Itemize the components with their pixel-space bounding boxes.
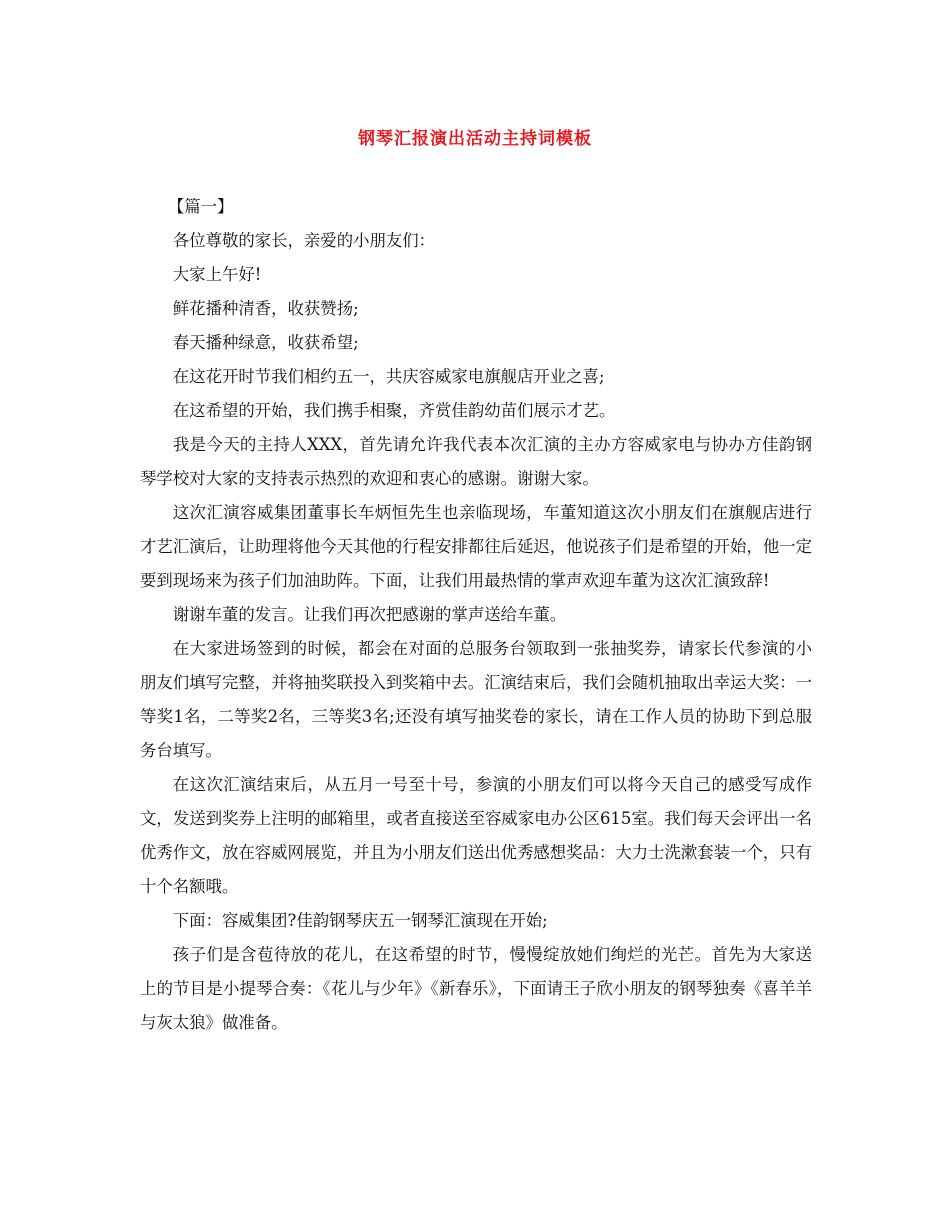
paragraph: 春天播种绿意，收获希望;: [172, 333, 359, 352]
paragraph: 我是今天的主持人XXX，首先请允许我代表本次汇演的主办方容威家电与协办方佳韵钢琴学校对大家的支持表示热烈的欢迎和衷心的感谢。谢谢大家。: [140, 435, 812, 488]
paragraph: 在大家进场签到的时候，都会在对面的总服务台领取到一张抽奖券，请家长代参演的小朋友们填写完整，并将抽奖联投入到奖箱中去。汇演结束后，我们会随机抽取出幸运大奖：一等奖1名，二等奖2名，三等奖3名;还没有填写抽奖卷的家长，请在工作人员的协助下到总服务台填写。: [140, 639, 813, 760]
paragraph: 这次汇演容威集团董事长车炳恒先生也亲临现场，车董知道这次小朋友们在旗舰店进行才艺汇演后，让助理将他今天其他的行程安排都往后延迟，他说孩子们是希望的开始，他一定要到现场来为孩子们加油助阵。下面，让我们用最热情的掌声欢迎车董为这次汇演致辞!: [140, 503, 813, 590]
paragraph: 在这希望的开始，我们携手相聚，齐赏佳韵幼苗们展示才艺。: [172, 401, 616, 420]
paragraph: 在这花开时节我们相约五一，共庆容威家电旗舰店开业之喜;: [172, 367, 605, 386]
paragraph: 在这次汇演结束后，从五月一号至十号，参演的小朋友们可以将今天自己的感受写成作文，发送到奖券上注明的邮箱里，或者直接送至容威家电办公区615室。我们每天会评出一名优秀作文，放在容威网展览，并且为小朋友们送出优秀感想奖品：大力士洗漱套装一个，只有十个名额哦。: [140, 775, 813, 896]
paragraph: 下面：容威集团?佳韵钢琴庆五一钢琴汇演现在开始;: [172, 911, 548, 930]
document-body: [140, 190, 812, 1040]
paragraph: 大家上午好!: [172, 265, 262, 284]
section-label: 【篇一】: [167, 197, 234, 216]
paragraph: 鲜花播种清香，收获赞扬;: [172, 299, 359, 318]
document-title: 钢琴汇报演出活动主持词模板: [358, 129, 592, 149]
paragraph: 孩子们是含苞待放的花儿，在这希望的时节，慢慢绽放她们绚烂的光芒。首先为大家送上的节目是小提琴合奏：《花儿与少年》《新春乐》，下面请王子欣小朋友的钢琴独奏《喜羊羊与灰太狼》做准备。: [140, 945, 812, 1032]
paragraph: 各位尊敬的家长，亲爱的小朋友们：: [172, 231, 436, 250]
paragraph: 谢谢车董的发言。让我们再次把感谢的掌声送给车董。: [172, 605, 567, 624]
